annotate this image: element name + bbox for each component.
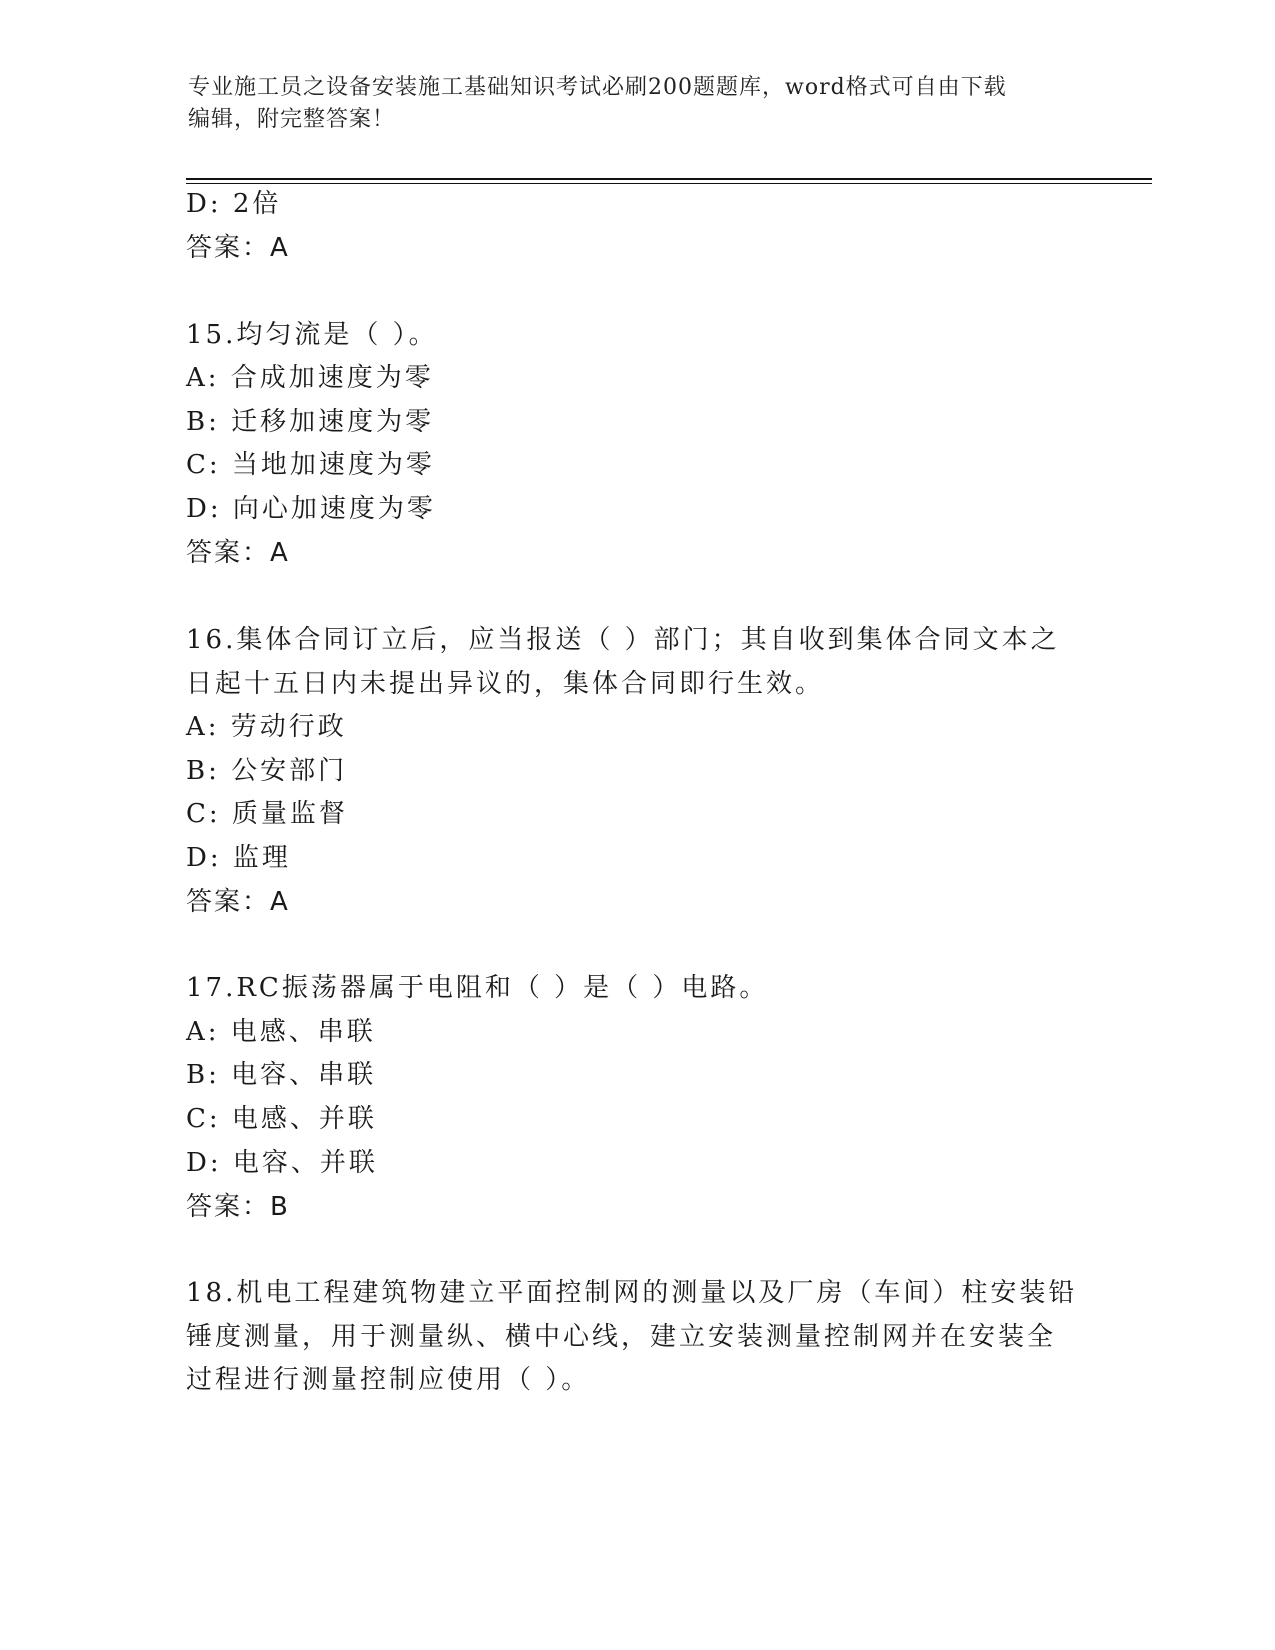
question-17-option-b: B: 电容、串联 <box>186 1060 377 1090</box>
question-18-stem-1: 18.机电工程建筑物建立平面控制网的测量以及厂房（车间）柱安装铅 <box>186 1278 1078 1308</box>
question-15-stem: 15.均匀流是（ ）。 <box>186 320 438 350</box>
question-16-answer: 答案：A <box>186 887 290 917</box>
header-divider-thick <box>186 178 1152 180</box>
question-16-option-a: A: 劳动行政 <box>186 712 347 742</box>
question-16-option-d: D: 监理 <box>186 843 291 873</box>
question-18-stem-2: 锤度测量，用于测量纵、横中心线，建立安装测量控制网并在安装全 <box>186 1322 1057 1352</box>
question-16-stem-2: 日起十五日内未提出异议的，集体合同即行生效。 <box>186 669 825 699</box>
question-16-option-b: B: 公安部门 <box>186 756 348 786</box>
question-16-option-c: C: 质量监督 <box>186 799 348 829</box>
page-header <box>188 72 1088 136</box>
header-divider-thin <box>186 183 1152 184</box>
question-15-option-d: D: 向心加速度为零 <box>186 494 436 524</box>
prev-answer: 答案：A <box>186 233 290 263</box>
question-18-stem-3: 过程进行测量控制应使用（ ）。 <box>186 1365 591 1395</box>
question-17-answer: 答案：B <box>186 1192 290 1222</box>
question-15-answer: 答案：A <box>186 538 290 568</box>
header-line-1: 专业施工员之设备安装施工基础知识考试必刷200题题库，word格式可自由下载 <box>188 75 1007 100</box>
question-17-option-c: C: 电感、并联 <box>186 1104 377 1134</box>
question-17-option-a: A: 电感、串联 <box>186 1017 376 1047</box>
question-15-option-b: B: 迁移加速度为零 <box>186 407 435 437</box>
question-17-stem: 17.RC振荡器属于电阻和（ ）是（ ）电路。 <box>186 973 769 1003</box>
header-line-2: 编辑，附完整答案！ <box>188 107 396 132</box>
question-15-option-a: A: 合成加速度为零 <box>186 363 434 393</box>
prev-option-d: D: 2倍 <box>186 189 282 219</box>
question-15-option-c: C: 当地加速度为零 <box>186 450 435 480</box>
question-16-stem-1: 16.集体合同订立后，应当报送（ ）部门；其自收到集体合同文本之 <box>186 625 1060 655</box>
question-17-option-d: D: 电容、并联 <box>186 1148 378 1178</box>
